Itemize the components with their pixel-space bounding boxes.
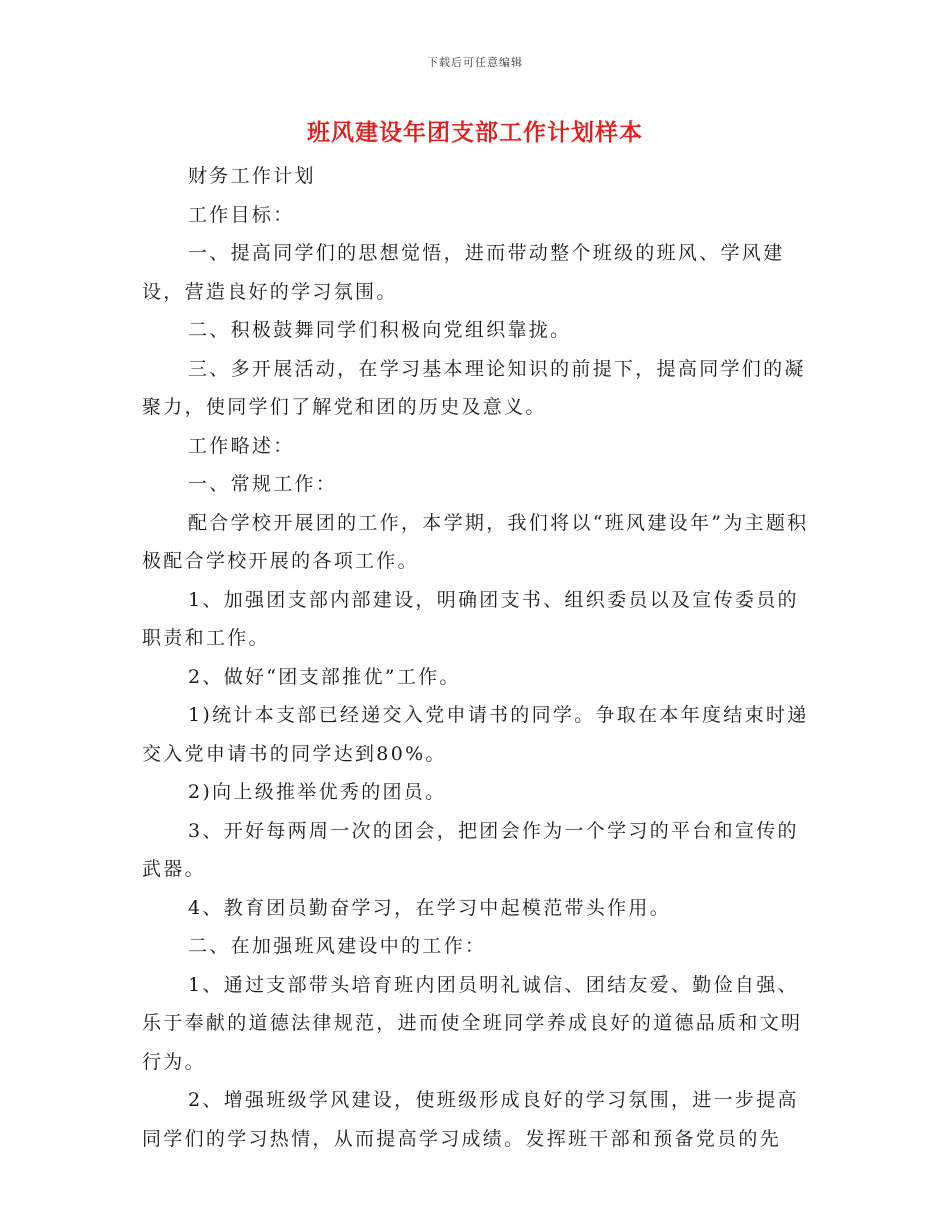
paragraph: 2、做好“团支部推优”工作。 xyxy=(188,665,461,688)
paragraph: 4、教育团员勤奋学习，在学习中起模范带头作用。 xyxy=(188,896,671,919)
paragraph: 配合学校开展团的工作，本学期，我们将以“班风建设年”为主题积极配合学校开展的各项工作。 xyxy=(142,511,809,572)
header-note: 下载后可任意编辑 xyxy=(427,56,523,69)
paragraph: 工作略述： xyxy=(188,434,295,457)
paragraph: 三、多开展活动，在学习基本理论知识的前提下，提高同学们的凝聚力，使同学们了解党和团的历史及意义。 xyxy=(142,357,806,418)
paragraph: 1、通过支部带头培育班内团员明礼诚信、团结友爱、勤俭自强、乐于奉献的道德法律规范，进而使全班同学养成良好的道德品质和文明行为。 xyxy=(142,973,803,1073)
paragraph: 二、在加强班风建设中的工作： xyxy=(188,935,487,957)
paragraph: 一、提高同学们的思想觉悟，进而带动整个班级的班风、学风建设，营造良好的学习氛围。 xyxy=(142,242,785,303)
paragraph: 二、积极鼓舞同学们积极向党组织靠拢。 xyxy=(188,319,572,341)
paragraph: 3、开好每两周一次的团会，把团会作为一个学习的平台和宣传的武器。 xyxy=(142,819,799,880)
paragraph: 2、增强班级学风建设，使班级形成良好的学习氛围，进一步提高同学们的学习热情，从而提高学习成绩。发挥班干部和预备党员的先 xyxy=(142,1089,799,1150)
document-title: 班风建设年团支部工作计划样本 xyxy=(307,119,643,146)
paragraph: 2)向上级推举优秀的团员。 xyxy=(188,781,447,803)
paragraph: 1)统计本支部已经递交入党申请书的同学。争取在本年度结束时递交入党申请书的同学达到80%。 xyxy=(142,704,809,765)
paragraph: 工作目标： xyxy=(188,203,295,226)
document-body xyxy=(142,157,812,1158)
paragraph: 一、常规工作： xyxy=(188,473,338,495)
paragraph: 1、加强团支部内部建设，明确团支书、组织委员以及宣传委员的职责和工作。 xyxy=(142,588,799,649)
paragraph: 财务工作计划 xyxy=(188,165,316,187)
